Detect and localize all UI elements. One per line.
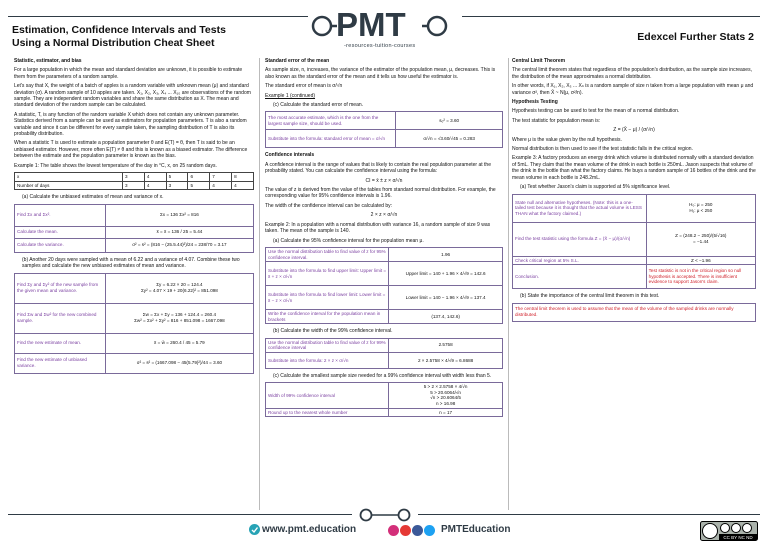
header-rule-right	[462, 16, 760, 17]
paragraph: For a large population in which the mean and standard deviation are unknown, it is possible to estimate them from the parameters of a random sample.	[14, 67, 243, 80]
step-label: Find Σx and Σx².	[15, 204, 106, 226]
answer-line: Σw² = Σx² + Σy² = 816 + 851.098 = 1667.098	[134, 318, 225, 323]
question-a: (a) Calculate the 95% confidence interval for the population mean μ.	[273, 237, 424, 244]
table-cell: 4	[144, 173, 166, 182]
example-text: Example 2: In a population with a normal distribution with variance 16, a random sample of size 9 was taken. The mean of the sample is 140.	[265, 221, 491, 235]
answer-line: 5 > 20.6064/√n	[430, 389, 461, 395]
column-right	[512, 58, 756, 326]
question-a: (a) Test whether Jason's claim is supported at 5% significance level.	[520, 184, 671, 191]
paragraph: The value of z is derived from the value of the tables from standard normal distribution. For example, the corresponding value for 95% confidence intervals is 1.96.	[265, 187, 496, 200]
twitter-icon[interactable]	[424, 525, 435, 536]
answer-line: Z = (248.2 − 250)/(5/√16)	[675, 233, 727, 239]
step-answer	[646, 222, 755, 256]
table-row	[15, 173, 254, 182]
paragraph: The test statistic for population mean is:	[512, 117, 601, 124]
table-row	[266, 247, 503, 261]
social-icons	[388, 523, 436, 541]
section-heading: Central Limit Theorem	[512, 58, 566, 64]
step-label: Substitute into the formula to find lower limit: Lower limit = x̄ − z × σ/√n	[266, 286, 389, 310]
table-row	[513, 303, 756, 321]
youtube-icon[interactable]	[400, 525, 411, 536]
table-cell: 6	[188, 173, 210, 182]
table-cell: 4	[144, 181, 166, 190]
step-answer: The central limit theorem is used to assume that the mean of the volume of the sampled drinks are normally distributed.	[513, 303, 756, 321]
step-label: Substitute into the formula: standard error of mean = σ/√n	[266, 130, 396, 148]
answer-line: Σy = 6.22 × 20 = 124.4	[156, 282, 203, 288]
step-label: Check critical region at 5% S.L.	[513, 256, 647, 265]
table-row	[513, 222, 756, 256]
question-c: (c) Calculate the smallest sample size needed for a 99% confidence interval with width less than 5.	[273, 372, 492, 379]
paragraph: The width of the confidence interval can be calculated by:	[265, 202, 393, 209]
column-divider	[259, 58, 260, 510]
example-heading: Example 1 (continued)	[265, 92, 316, 99]
table-cell: 3	[123, 173, 145, 182]
step-label: Find Σw and Σw² for the new combined sample.	[15, 303, 106, 333]
step-answer	[105, 303, 253, 333]
question-c: (c) Calculate the standard error of mean.	[273, 102, 364, 109]
step-label: Find Σy and Σy² of the new sample from the given mean and variance.	[15, 273, 106, 303]
table-row	[15, 238, 254, 252]
step-label: Substitute into the formula: 2 × z × σ/√n	[266, 352, 389, 368]
question-a: (a) Calculate the unbiased estimates of mean and variance of x.	[22, 194, 164, 201]
answer-line: H₀: μ = 250	[689, 202, 713, 208]
step-label: Conclusion.	[513, 265, 647, 289]
step-label: Use the normal distribution table to find value of z for 95% confidence interval.	[266, 247, 389, 261]
step-answer: 2.5758	[389, 338, 503, 352]
table-row	[513, 265, 756, 289]
step-answer: x̄ = w̄ = 260.4 / 45 = 5.79	[105, 333, 253, 353]
table-cell: 3	[123, 181, 145, 190]
footer-rule-left	[8, 514, 352, 515]
answer-line: Σw = Σx + Σy = 136 + 124.4 = 260.4	[142, 312, 217, 318]
paragraph: The central limit theorem states that regardless of the population's distribution, as the sample size increases, the distribution of the mean approximates a normal distribution.	[512, 67, 752, 80]
paragraph: Normal distribution is then used to see if the test statistic falls in the critical region.	[512, 146, 693, 153]
table-row	[266, 130, 503, 148]
facebook-icon[interactable]	[412, 525, 423, 536]
formula: The standard error of mean is σ/√n	[265, 83, 343, 90]
solution-table-a	[14, 204, 254, 253]
step-answer: Z < −1.96	[646, 256, 755, 265]
table-cell: 5	[188, 181, 210, 190]
table-cell: 4	[210, 181, 232, 190]
section-heading: Hypothesis Testing	[512, 99, 558, 106]
step-answer: n = 17	[389, 408, 503, 417]
paragraph: A confidence interval is the range of values that is likely to contain the real population parameter at the probability stated. You can calculate the confidence interval using the formula:	[265, 161, 491, 175]
step-label: The most accurate estimate, which is the one from the largest sample size, should be used.	[266, 112, 396, 130]
table-cell: 3	[166, 181, 188, 190]
solution-table-1c	[265, 111, 503, 148]
table-cell: x	[15, 173, 123, 182]
table-row	[266, 262, 503, 286]
formula: CI = x̄ ± z × σ/√n	[365, 177, 403, 184]
logo-tagline: -resources-tuition-courses	[344, 43, 416, 49]
step-answer	[105, 273, 253, 303]
step-label: Write the confidence interval for the population mean in brackets	[266, 310, 389, 324]
instagram-icon[interactable]	[388, 525, 399, 536]
step-label: State null and alternative hypotheses. (Note: this is a one-tailed test because it is thought that the actual volume is LESS THAN what the factory claimed.)	[513, 194, 647, 222]
paragraph: As sample size, n, increases, the variance of the estimator of the population mean, μ, decreases. This is also known as the standard error of the mean and it tells us how useful the estimator is.	[265, 67, 496, 80]
formula: 2 × z × σ/√n	[370, 212, 398, 219]
table-row	[15, 333, 254, 353]
cc-license-icon	[700, 521, 758, 541]
step-label: Find the new estimate of unbiased variance.	[15, 353, 106, 373]
table-row	[266, 352, 503, 368]
question-b: (b) State the importance of the central limit theorem in this test.	[520, 293, 660, 300]
paragraph: In other words, if X₁, X₂, X₃ ... Xₙ is a random sample of size n taken from a large population with mean μ and variance σ², then X̄ ~ N(μ, σ²/n).	[512, 83, 754, 96]
step-answer	[646, 194, 755, 222]
glasses-icon	[352, 508, 418, 522]
solution-table-2c	[265, 382, 503, 417]
table-row	[15, 181, 254, 190]
solution-table-3b	[512, 303, 756, 322]
step-answer: Upper limit = 140 + 1.96 × 4/√9 = 142.6	[389, 262, 503, 286]
paragraph: A statistic, T, is any function of the random variable X which does not contain any unknown parameter. Statistics derived from a sample can be used as estimators for population parameters. T is also a random variable and since it can be different for every sample taken, the sampling distribution of T is also its probability distribution.	[14, 111, 247, 138]
table-row	[513, 194, 756, 222]
header-rule-left	[8, 16, 308, 17]
solution-table-b	[14, 273, 254, 374]
question-b: (b) Another 20 days were sampled with a mean of 6.22 and a variance of 4.07. Combine these two samples and calculate the new unbiased estimates of mean and variance.	[22, 256, 240, 270]
paragraph: Where μ is the value given by the null hypothesis.	[512, 136, 622, 143]
solution-table-3a	[512, 194, 756, 290]
answer-line: 5 > 2 × 2.5758 × 4/√n	[423, 384, 468, 390]
answer-line: Σy² = 4.07 × 19 + 20(6.22)² = 851.098	[140, 288, 218, 293]
question-b: (b) Calculate the width of the 99% confidence interval.	[273, 328, 393, 335]
section-heading: Confidence intervals	[265, 152, 315, 159]
table-cell: 4	[232, 181, 254, 190]
cc-license-label: CC BY NC ND	[723, 535, 753, 540]
step-answer: s₀² = 3.60	[396, 112, 503, 130]
step-answer: x̄ = x̄ = 136 / 25 = 5.44	[105, 226, 253, 238]
example-text: Example 1: The table shows the lowest temperature of the day in °C, x, on 25 random days.	[14, 162, 217, 169]
column-middle	[265, 58, 503, 421]
pmt-logo	[310, 6, 460, 56]
table-cell: 8	[232, 173, 254, 182]
paragraph: When a statistic T is used to estimate a population parameter θ and E(T) = θ, then T is said to be an unbiased estimator. However, more often E(T) ≠ θ and this is known as a biased estimator. The difference between the estimate and the population parameter is known as the bias.	[14, 140, 248, 160]
step-label: Round up to the nearest whole number	[266, 408, 389, 417]
step-label: Width of 99% confidence interval	[266, 383, 389, 408]
column-left	[14, 58, 254, 378]
table-row	[266, 408, 503, 417]
temperature-table	[14, 172, 254, 190]
table-cell: 7	[210, 173, 232, 182]
step-answer: Lower limit = 140 − 1.96 × 4/√9 = 137.4	[389, 286, 503, 310]
step-answer: Test statistic is not in the critical region so null hypothesis is accepted. There is insufficient evidence to support Jason's claim.	[646, 265, 755, 289]
table-row	[266, 338, 503, 352]
footer-handle[interactable]: PMTEducation	[441, 524, 511, 535]
table-row	[266, 286, 503, 310]
answer-line: H₁: μ < 250	[689, 208, 713, 213]
step-answer: 1.96	[389, 247, 503, 261]
step-label: Find the new estimate of mean.	[15, 333, 106, 353]
solution-table-2a	[265, 247, 503, 324]
formula: Z = (X̄ − μ) / (σ/√n)	[613, 127, 655, 134]
step-answer: Σx = 136 Σx² = 816	[105, 204, 253, 226]
column-divider	[508, 58, 509, 510]
step-answer: (137.4, 142.6)	[389, 310, 503, 324]
logo-text: PMT	[336, 6, 406, 43]
web-icon	[249, 524, 260, 535]
table-row	[15, 204, 254, 226]
section-heading: Standard error of the mean	[265, 58, 330, 64]
table-row	[266, 112, 503, 130]
table-row	[15, 303, 254, 333]
answer-line: n > 16.98	[435, 401, 456, 407]
step-answer: σ/√n = √3.60/√45 = 0.283	[396, 130, 503, 148]
paragraph: Let's say that X, the weight of a batch of apples is a random variable with unknown mean (μ) and standard deviation (σ). A random sample of 10 apples are taken. X₁, X₂, X₃, X₄ ... X₁₀ are observations of the random sample. They are independent random variables and share the same distribution as X. The mean and standard deviation of the random sample can be calculated.	[14, 83, 251, 109]
table-row	[15, 353, 254, 373]
section-heading: Statistic, estimator, and bias	[14, 58, 82, 64]
step-answer: σ² = s² = (816 − (25.5.44)²)/24 = 238/70 = 3.17	[105, 238, 253, 252]
step-label: Substitute into the formula to find upper limit: Upper limit = x̄ + z × σ/√n	[266, 262, 389, 286]
footer-url[interactable]: www.pmt.education	[262, 524, 357, 535]
example-text: Example 3: A factory produces an energy drink which volume is distributed normally with a standard deviation of 5mL. They claim that the mean volume of the drink in each bottle is 250mL. Jason suspects that volume of the drink in the bottle than what the factory claims. He buys a random sample of 16 bottles of the drink and the mean volume in each bottle is 248.2mL.	[512, 155, 756, 181]
answer-line: = −1.44	[693, 239, 709, 244]
solution-table-2b	[265, 338, 503, 369]
table-row	[15, 273, 254, 303]
step-answer: σ² = s² = (1667.098 − 45(5.79)²)/44 = 3.60	[105, 353, 253, 373]
table-row	[266, 310, 503, 324]
table-row	[15, 226, 254, 238]
page-title: Estimation, Confidence Intervals and Tests Using a Normal Distribution Cheat Sheet	[12, 24, 226, 49]
footer-rule-right	[418, 514, 760, 515]
page-footer	[0, 520, 768, 543]
table-row	[266, 383, 503, 408]
step-label: Calculate the variance.	[15, 238, 106, 252]
step-label: Calculate the mean.	[15, 226, 106, 238]
step-label: Use the normal distribution table to find value of z for 99% confidence interval	[266, 338, 389, 352]
table-row	[513, 256, 756, 265]
subject-label: Edexcel Further Stats 2	[637, 31, 754, 43]
answer-line: √n > 20.6064/5	[430, 395, 461, 401]
table-cell: Number of days	[15, 181, 123, 190]
step-answer	[389, 383, 503, 408]
step-label: Find the test statistic using the formula Z = (X̄ − μ)/(σ/√n)	[513, 222, 647, 256]
table-cell: 5	[166, 173, 188, 182]
step-answer: 2 × 2.5758 × 4/√9 = 6.8688	[389, 352, 503, 368]
paragraph: Hypothesis testing can be used to test for the mean of a normal distribution.	[512, 108, 680, 115]
